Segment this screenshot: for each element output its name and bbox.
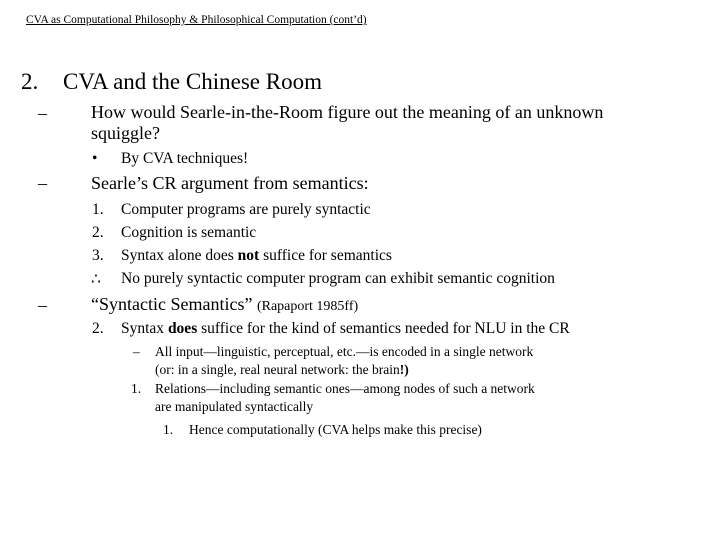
- bullet-marker: •: [92, 150, 98, 167]
- emphasis-does: does: [167, 320, 198, 337]
- section-title: CVA and the Chinese Room: [63, 69, 322, 94]
- question-1-line-2: squiggle?: [91, 123, 160, 143]
- dash-marker: –: [38, 173, 47, 193]
- question-2: Searle’s CR argument from semantics:: [91, 173, 369, 193]
- dash-marker: –: [38, 103, 47, 123]
- emphasis-not: not: [237, 247, 260, 264]
- syntax-suffices-point: Syntax does suffice for the kind of semantics needed for NLU in the CR: [121, 320, 570, 337]
- detail-3: Hence computationally (CVA helps make this precise): [189, 422, 482, 437]
- syntactic-semantics-title: “Syntactic Semantics”: [91, 294, 253, 314]
- argument-marker: 2.: [92, 224, 104, 241]
- argument-premise-1: Computer programs are purely syntactic: [121, 201, 371, 218]
- citation: (Rapaport 1985ff): [256, 299, 359, 314]
- detail-2-line-2: are manipulated syntactically: [155, 399, 314, 414]
- argument-premise-3: Syntax alone does not suffice for semantics: [121, 247, 392, 264]
- dash-marker: –: [133, 344, 140, 359]
- section-number: 2.: [21, 69, 39, 94]
- question-1-line-1: How would Searle-in-the-Room figure out the meaning of an unknown: [91, 102, 604, 122]
- detail-1-line-2: (or: in a single, real neural network: the brain!): [155, 362, 409, 377]
- question-3: [91, 294, 358, 315]
- point-marker: 2.: [92, 320, 104, 337]
- answer-1: By CVA techniques!: [121, 150, 249, 167]
- detail-1-line-1: All input—linguistic, perceptual, etc.—is encoded in a single network: [155, 344, 534, 359]
- argument-marker: 3.: [92, 247, 104, 264]
- therefore-marker: ∴: [91, 271, 101, 288]
- detail-marker: 1.: [163, 422, 174, 437]
- argument-premise-2: Cognition is semantic: [121, 224, 257, 241]
- argument-marker: 1.: [92, 201, 104, 218]
- slide-header: CVA as Computational Philosophy & Philosophical Computation (cont’d): [26, 14, 367, 26]
- argument-conclusion: No purely syntactic computer program can exhibit semantic cognition: [121, 270, 555, 287]
- detail-2-line-1: Relations—including semantic ones—among nodes of such a network: [155, 381, 535, 396]
- detail-marker: 1.: [131, 381, 142, 396]
- dash-marker: –: [38, 295, 47, 315]
